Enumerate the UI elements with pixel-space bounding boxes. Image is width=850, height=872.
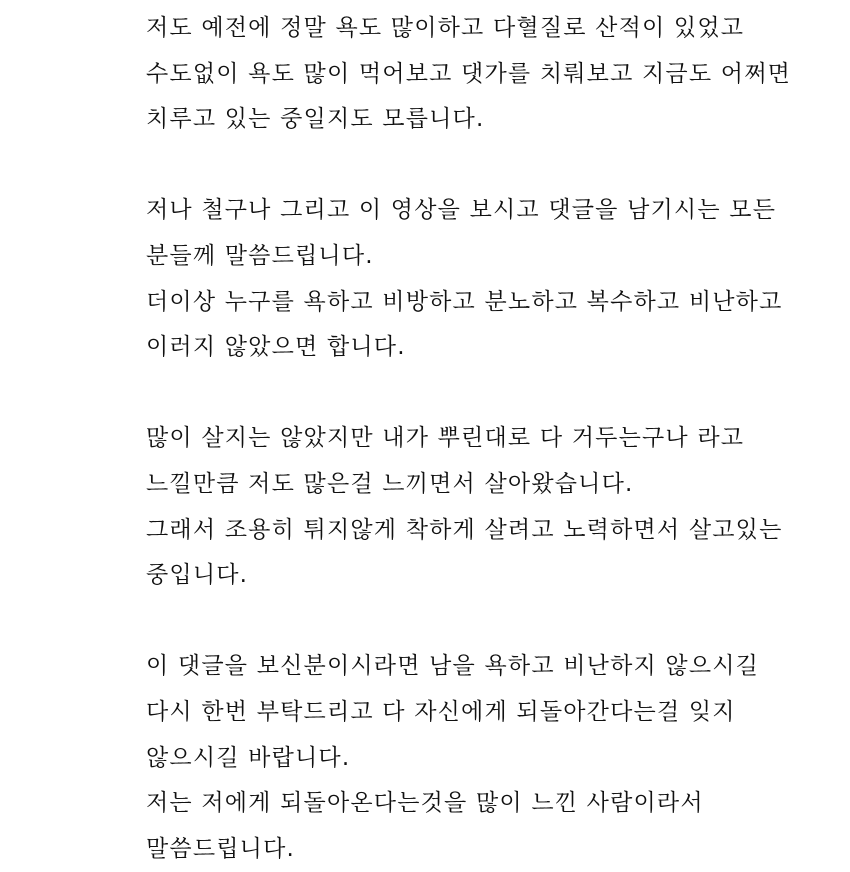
text-line: 치루고 있는 중일지도 모릅니다. bbox=[146, 106, 485, 133]
text-line: 저도 예전에 정말 욕도 많이하고 다혈질로 산적이 있었고 bbox=[146, 15, 745, 41]
text-line: 말씀드립니다. bbox=[146, 835, 296, 862]
paragraph-1 bbox=[146, 6, 826, 143]
text-line: 분들께 말씀드립니다. bbox=[146, 242, 374, 269]
text-line: 많이 살지는 않았지만 내가 뿌린대로 다 거두는구나 라고 bbox=[146, 425, 745, 452]
text-line: 중입니다. bbox=[146, 562, 249, 589]
text-line: 않으시길 바랍니다. bbox=[146, 744, 351, 771]
text-line: 수도없이 욕도 많이 먹어보고 댓가를 치뤄보고 지금도 어쩌면 bbox=[146, 60, 792, 87]
text-line: 저는 저에게 되돌아온다는것을 많이 느낀 사람이라서 bbox=[146, 790, 704, 817]
text-line: 저나 철구나 그리고 이 영상을 보시고 댓글을 남기시는 모든 bbox=[146, 197, 777, 224]
message-text bbox=[146, 6, 826, 872]
paragraph-gap bbox=[146, 371, 826, 417]
text-line: 더이상 누구를 욕하고 비방하고 분노하고 복수하고 비난하고 bbox=[146, 288, 783, 315]
text-line: 이 댓글을 보신분이시라면 남을 욕하고 비난하지 않으시길 bbox=[146, 653, 760, 680]
paragraph-gap bbox=[146, 143, 826, 189]
paragraph-4 bbox=[146, 644, 826, 872]
text-line: 다시 한번 부탁드리고 다 자신에게 되돌아간다는걸 잊지 bbox=[146, 698, 736, 725]
paragraph-2 bbox=[146, 188, 826, 370]
paragraph-gap bbox=[146, 599, 826, 645]
paragraph-3 bbox=[146, 416, 826, 598]
text-line: 그래서 조용히 튀지않게 착하게 살려고 노력하면서 살고있는 bbox=[146, 516, 783, 543]
text-line: 이러지 않았으면 합니다. bbox=[146, 334, 406, 361]
text-line: 느낄만큼 저도 많은걸 느끼면서 살아왔습니다. bbox=[146, 470, 634, 497]
